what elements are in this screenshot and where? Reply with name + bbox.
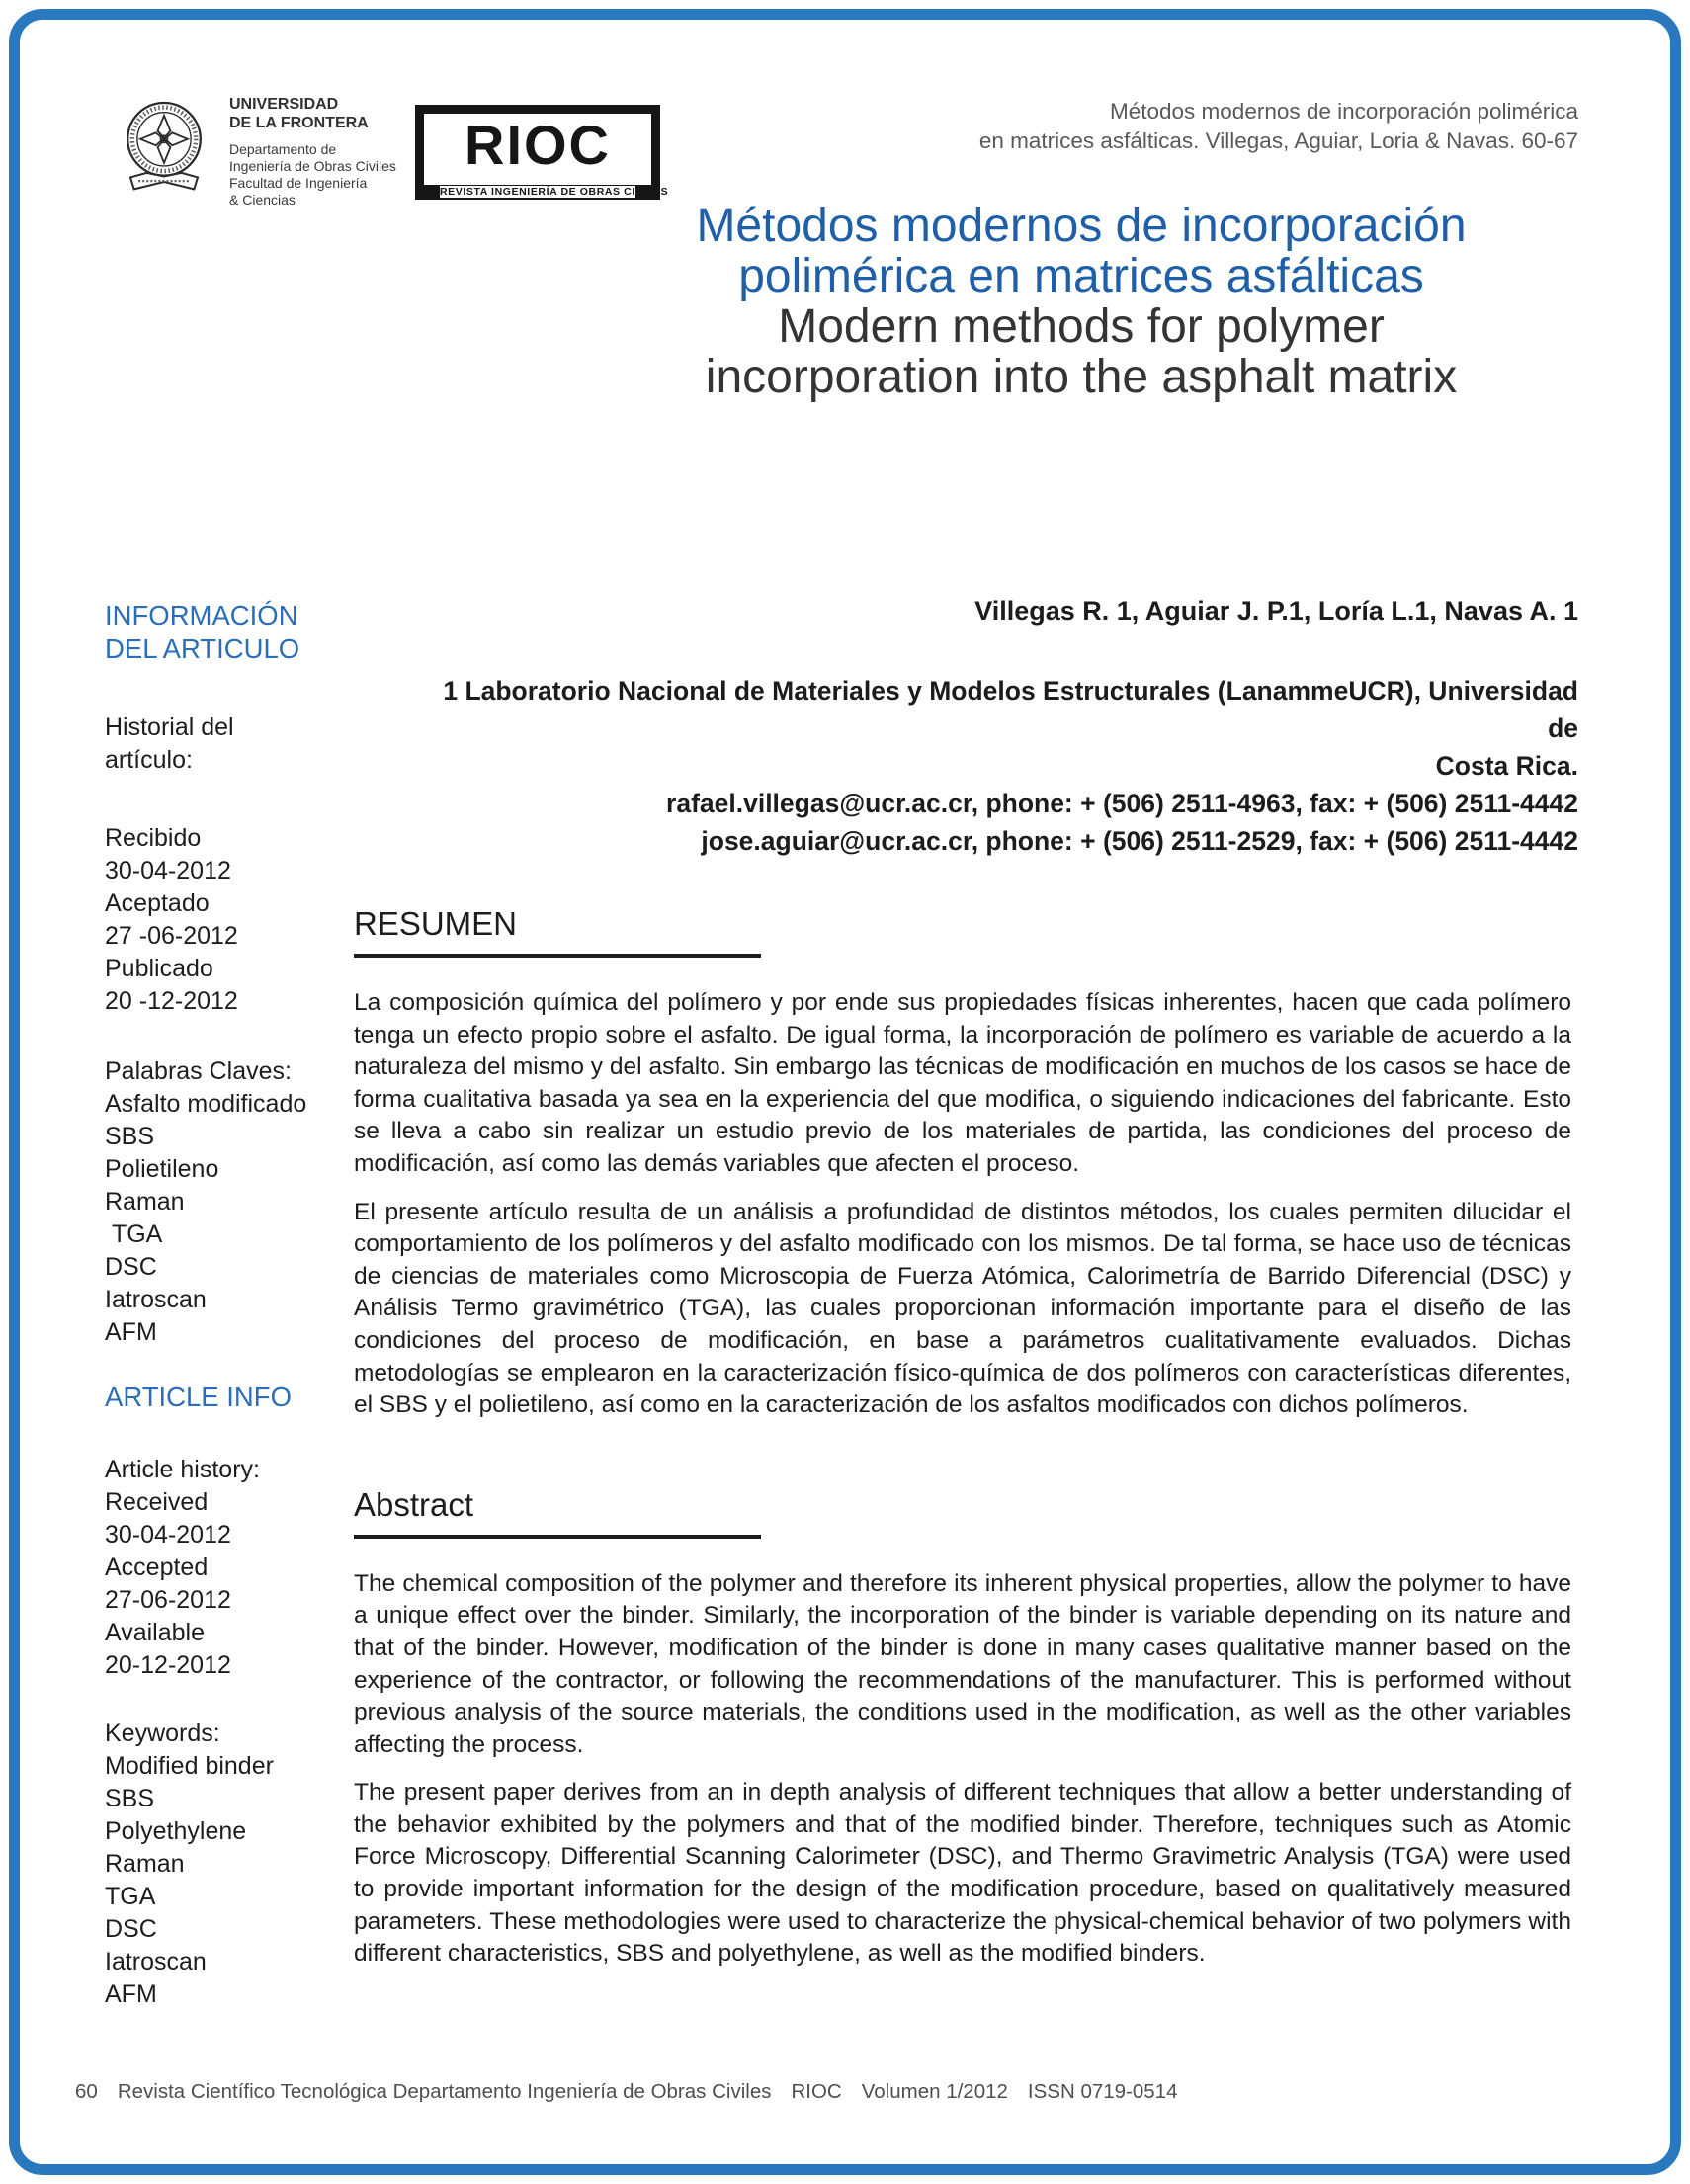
sidebar-line: Palabras Claves: [105, 1057, 292, 1085]
sidebar-heading-en [105, 1381, 354, 1414]
resumen-heading: RESUMEN [354, 905, 518, 942]
article-title-spanish [534, 201, 1629, 301]
sidebar-line: Modified binder [105, 1752, 274, 1780]
sidebar-line: TGA [105, 1220, 163, 1248]
affiliation-line: rafael.villegas@ucr.ac.cr, phone: + (506) 2511-4963, fax: + (506) 2511-4442 [666, 789, 1578, 818]
article-title-english-line: Modern methods for polymer [778, 300, 1385, 353]
sidebar-line: Available [105, 1619, 206, 1646]
sidebar-line: artículo: [105, 746, 193, 774]
page-footer [75, 2080, 1177, 2104]
university-department [229, 141, 407, 209]
sidebar-heading-line: INFORMACIÓN [105, 600, 298, 630]
affiliation-line: Costa Rica. [1435, 751, 1578, 781]
page-header [119, 95, 1578, 209]
sidebar-line: 20 -12-2012 [105, 987, 238, 1015]
university-department-line: Departamento de [229, 141, 337, 157]
university-seal-icon [119, 95, 210, 202]
university-department-line: Facultad de Ingeniería [229, 175, 368, 191]
sidebar-line: Iatroscan [105, 1286, 207, 1313]
article-info-sidebar [105, 599, 354, 2011]
abstract-paragraph: The present paper derives from an in depth analysis of different techniques that allow a better understanding of the behavior exhibited by the polymers and that of the modified binder. Therefore, techniques such as Atomic Force Microscopy, Differential Scanning Calorimeter (DSC), and Thermo Gravimetric Analysis (TGA) were used to provide important information for the design of the modification procedure, based on qualitatively measured parameters. These methodologies were used to characterize the physical-chemical behavior of two polymers with different characteristics, SBS and polyethylene, as well as the modified binders. [354, 1779, 1571, 1968]
sidebar-line: Received [105, 1488, 209, 1516]
sidebar-line: DSC [105, 1253, 157, 1281]
affiliation-line: jose.aguiar@ucr.ac.cr, phone: + (506) 2511-2529, fax: + (506) 2511-4442 [701, 826, 1578, 856]
university-name-line: DE LA FRONTERA [229, 115, 369, 131]
article-title-block [534, 201, 1629, 402]
resumen-paragraph: La composición química del polímero y por ende sus propiedades físicas inherentes, hacen que cada polímero tenga un efecto propio sobre el asfalto. De igual forma, la incorporación de polímero es variable de acuerdo a la naturaleza del mismo y del asfalto. Sin embargo las técnicas de modificación en muchos de los casos se hace de forma cualitativa basada ya sea en la experiencia del que modifica, o siguiendo indicaciones del fabricante. Esto se lleva a cabo sin realizar un estudio previo de los materiales de partida, las condiciones del proceso de modificación, así como las demás variables que afecten el proceso. [354, 989, 1571, 1177]
university-department-line: & Ciencias [229, 192, 296, 208]
sidebar-keywords-en [105, 1718, 354, 2011]
abstract-body [354, 1568, 1571, 1971]
running-head-citation-line: Métodos modernos de incorporación polimérica [1110, 99, 1578, 124]
sidebar-line: Raman [105, 1850, 185, 1878]
abstract-divider [354, 1535, 761, 1539]
article-title-spanish-line: Métodos modernos de incorporación [696, 200, 1467, 252]
sidebar-line: AFM [105, 1980, 157, 2008]
sidebar-line: Asfalto modificado [105, 1090, 307, 1118]
sidebar-line: DSC [105, 1915, 157, 1943]
footer-segment: RIOC [791, 2080, 842, 2103]
sidebar-line: Publicado [105, 955, 213, 982]
sidebar-line: Polietileno [105, 1155, 219, 1183]
sidebar-heading-es [105, 599, 354, 666]
sidebar-line: 30-04-2012 [105, 857, 231, 884]
sidebar-line: Historial del [105, 714, 234, 741]
university-name-line: UNIVERSIDAD [229, 96, 339, 113]
university-text-block [229, 95, 407, 209]
footer-segment: 60 [75, 2080, 98, 2103]
sidebar-line: 27-06-2012 [105, 1586, 231, 1614]
sidebar-heading-line: ARTICLE INFO [105, 1382, 292, 1412]
sidebar-line: Raman [105, 1188, 185, 1216]
rioc-logo-caption: REVISTA INGENIERÍA DE OBRAS CIVILES [440, 186, 669, 198]
resumen-divider [354, 954, 761, 958]
sidebar-heading-line: DEL ARTICULO [105, 633, 300, 664]
sidebar-line: SBS [105, 1123, 155, 1150]
affiliation-block [415, 672, 1578, 860]
authors-line: Villegas R. 1, Aguiar J. P.1, Loría L.1, Navas A. 1 [974, 596, 1578, 626]
sidebar-history-en [105, 1454, 354, 1682]
sidebar-line: 20-12-2012 [105, 1651, 231, 1679]
rioc-logo [415, 105, 669, 200]
article-title-english [534, 301, 1629, 402]
sidebar-line: 30-04-2012 [105, 1521, 231, 1549]
running-head-citation-line: en matrices asfálticas. Villegas, Aguiar, Loria & Navas. 60-67 [978, 128, 1578, 153]
sidebar-line: SBS [105, 1785, 155, 1812]
article-title-spanish-line: polimérica en matrices asfálticas [738, 250, 1424, 302]
sidebar-line: Iatroscan [105, 1948, 207, 1975]
sidebar-line: AFM [105, 1318, 157, 1346]
resumen-body [354, 987, 1571, 1422]
sidebar-keywords-es [105, 1055, 354, 1349]
sidebar-history-es [105, 822, 354, 1018]
university-name [229, 95, 407, 132]
sidebar-line: Polyethylene [105, 1817, 247, 1845]
rioc-logo-acronym: RIOC [465, 114, 611, 176]
sidebar-line: TGA [105, 1883, 156, 1910]
main-content [354, 884, 1571, 1971]
footer-segment: ISSN 0719-0514 [1027, 2080, 1178, 2103]
sidebar-line: Recibido [105, 824, 202, 852]
sidebar-line: 27 -06-2012 [105, 922, 238, 950]
resumen-paragraph: El presente artículo resulta de un análisis a profundidad de distintos métodos, los cuales permiten dilucidar el comportamiento de los polímeros y del asfalto modificado con los mismos. De tal forma, se hace uso de técnicas de ciencias de materiales como Microscopia de Fuerza Atómica, Calorimetría de Barrido Diferencial (DSC) y Análisis Termo gravimétrico (TGA), las cuales proporcionan información importante para el diseño de las condiciones del proceso de modificación, en base a parámetros cualitativamente evaluados. Dichas metodologías se emplearon en la caracterización físico-química de dos polímeros con características diferentes, el SBS y el polietileno, así como en la caracterización de los asfaltos modificados con dichos polímeros. [354, 1198, 1571, 1419]
running-head-citation [979, 95, 1578, 156]
abstract-heading: Abstract [354, 1485, 474, 1523]
article-title-english-line: incorporation into the asphalt matrix [705, 351, 1458, 403]
sidebar-history-label-es [105, 712, 354, 777]
sidebar-line: Accepted [105, 1554, 209, 1581]
footer-segment: Volumen 1/2012 [861, 2080, 1008, 2103]
sidebar-line: Keywords: [105, 1720, 220, 1747]
sidebar-line: Aceptado [105, 889, 210, 917]
affiliation-line: 1 Laboratorio Nacional de Materiales y Modelos Estructurales (LanammeUCR), Universidad de [443, 676, 1578, 743]
university-department-line: Ingeniería de Obras Civiles [229, 158, 396, 174]
footer-segment: Revista Científico Tecnológica Departamento Ingeniería de Obras Civiles [117, 2080, 772, 2103]
sidebar-line: Article history: [105, 1456, 260, 1483]
abstract-paragraph: The chemical composition of the polymer and therefore its inherent physical properties, allow the polymer to have a unique effect over the binder. Similarly, the incorporation of the binder is variable depending on its nature and that of the binder. However, modification of the binder is done in many cases qualitative manner based on the experience of the contractor, or following the recommendations of the manufacturer. This is performed without previous analysis of the source materials, the conditions used in the modification, as well as the other variables affecting the process. [354, 1569, 1571, 1758]
